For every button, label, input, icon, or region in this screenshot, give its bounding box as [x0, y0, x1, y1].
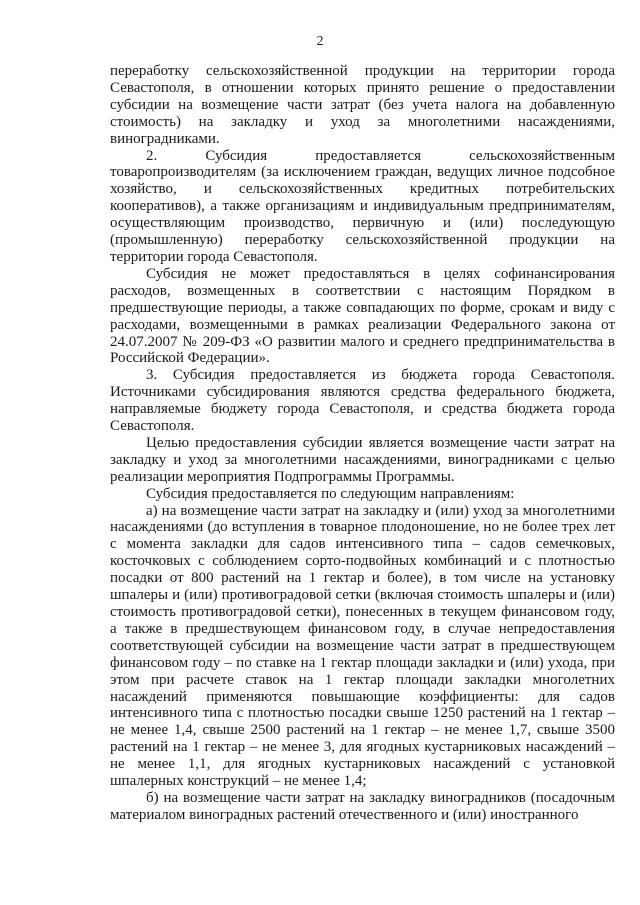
paragraph-item-a: а) на возмещение части затрат на закладку и (или) уход за многолетними насаждениями (до вступления в товарное плодоношение, но не более трех лет с момента закладки для садов интенсивного типа – садов семечковых, косточковых с соблюдением сорто-подвойных комбинаций и с плотностью посадки от 800 растений на 1 гектар и более), в том числе на установку шпалеры и (или) противоградовой сетки (включая стоимость шпалеры и (или) стоимость противоградовой сетки), понесенных в текущем финансовом году, а также в предшествующем финансовом году, в случае непредоставления соответствующей субсидии на возмещение части затрат в предшествующем финансовом году – по ставке на 1 гектар площади закладки и (или) ухода, при этом при расчете ставок на 1 гектар площади закладки многолетних насаждений применяются повышающие коэффициенты: для садов интенсивного типа с плотностью посадки свыше 1250 растений на 1 гектар – не менее 1,4, свыше 2500 растений на 1 гектар – не менее 1,7, свыше 3500 растений на 1 гектар – не менее 3, для ягодных кустарниковых насаждений – не менее 1,1, для ягодных кустарниковых насаждений с установкой шпалерных конструкций – не менее 1,4; — [110, 502, 615, 790]
paragraph-item-2: 2. Субсидия предоставляется сельскохозяйственным товаропроизводителям (за исключением граждан, ведущих личное подсобное хозяйство, и сельскохозяйственных кредитных потребительских кооперативов), а также организациям и индивидуальным предпринимателям, осуществляющим производство, первичную и (или) последующую (промышленную) переработку сельскохозяйственной продукции на территории города Севастополя. — [110, 147, 615, 265]
paragraph-cofinancing: Субсидия не может предоставляться в целях софинансирования расходов, возмещенных в соответствии с настоящим Порядком в предшествующие периоды, а также совпадающих по форме, срокам и виду с расходами, возмещенными в рамках реализации Федерального закона от 24.07.2007 № 209-ФЗ «О развитии малого и среднего предпринимательства в Российской Федерации». — [110, 265, 615, 367]
paragraph-purpose: Целью предоставления субсидии является возмещение части затрат на закладку и уход за многолетними насаждениями, виноградниками с целью реализации мероприятия Подпрограммы Программы. — [110, 434, 615, 485]
document-body — [110, 63, 615, 824]
paragraph-directions: Субсидия предоставляется по следующим направлениям: — [146, 485, 515, 502]
paragraph-item-3: 3. Субсидия предоставляется из бюджета города Севастополя. Источниками субсидирования являются средства федерального бюджета, направляемые бюджету города Севастополя, и средства бюджета города Севастополя. — [110, 367, 615, 435]
paragraph-item-b: б) на возмещение части затрат на закладку виноградников (посадочным материалом виноградных растений отечественного и (или) иностранного — [110, 789, 615, 823]
paragraph-continuation: переработку сельскохозяйственной продукции на территории города Севастополя, в отношении которых принято решение о предоставлении субсидии на возмещение части затрат (без учета налога на добавленную стоимость) на закладку и уход за многолетними насаждениями, виноградниками. — [110, 63, 615, 147]
page-number: 2 — [316, 34, 324, 49]
